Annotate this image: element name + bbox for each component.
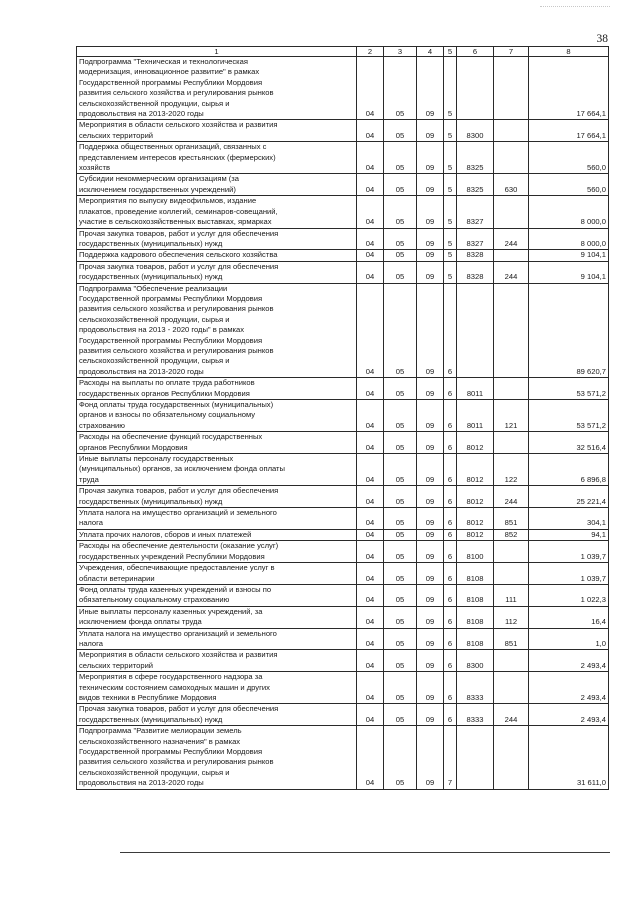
code-cell: 04 bbox=[357, 541, 384, 563]
code-cell: 09 bbox=[417, 486, 444, 508]
code-cell bbox=[457, 57, 494, 120]
code-cell: 05 bbox=[384, 378, 417, 400]
table-row bbox=[77, 250, 609, 261]
row-name-cell: Уплата прочих налогов, сборов и иных платежей bbox=[77, 529, 357, 540]
code-cell bbox=[494, 142, 529, 174]
code-cell: 8333 bbox=[457, 672, 494, 704]
code-cell: 09 bbox=[417, 454, 444, 486]
code-cell: 09 bbox=[417, 650, 444, 672]
table-row bbox=[77, 541, 609, 563]
amount-cell: 17 664,1 bbox=[529, 120, 609, 142]
code-cell: 5 bbox=[444, 228, 457, 250]
table-row bbox=[77, 508, 609, 530]
code-cell: 8100 bbox=[457, 541, 494, 563]
code-cell: 05 bbox=[384, 584, 417, 606]
code-cell: 8011 bbox=[457, 400, 494, 432]
amount-cell: 1 039,7 bbox=[529, 563, 609, 585]
code-cell: 09 bbox=[417, 726, 444, 789]
code-cell: 8011 bbox=[457, 378, 494, 400]
amount-cell: 31 611,0 bbox=[529, 726, 609, 789]
code-cell bbox=[494, 378, 529, 400]
code-cell: 5 bbox=[444, 57, 457, 120]
code-cell: 8012 bbox=[457, 454, 494, 486]
amount-cell: 304,1 bbox=[529, 508, 609, 530]
code-cell: 09 bbox=[417, 584, 444, 606]
code-cell bbox=[494, 563, 529, 585]
code-cell bbox=[494, 196, 529, 228]
code-cell: 05 bbox=[384, 261, 417, 283]
table-row bbox=[77, 672, 609, 704]
code-cell: 04 bbox=[357, 704, 384, 726]
code-cell: 05 bbox=[384, 228, 417, 250]
code-cell: 6 bbox=[444, 672, 457, 704]
code-cell: 05 bbox=[384, 606, 417, 628]
row-name-cell: Иные выплаты персоналу государственных (муниципальных) органов, за исключением фонда оплаты труда bbox=[77, 454, 357, 486]
row-name-cell: Расходы на обеспечение деятельности (оказание услуг) государственных учреждений Республики Мордовия bbox=[77, 541, 357, 563]
code-cell: 04 bbox=[357, 283, 384, 378]
code-cell: 8108 bbox=[457, 563, 494, 585]
table-row bbox=[77, 454, 609, 486]
header-cell: 2 bbox=[357, 47, 384, 57]
row-name-cell: Мероприятия в области сельского хозяйства и развития сельских территорий bbox=[77, 650, 357, 672]
code-cell: 5 bbox=[444, 120, 457, 142]
code-cell: 6 bbox=[444, 606, 457, 628]
table-row bbox=[77, 432, 609, 454]
table-row bbox=[77, 261, 609, 283]
table-row bbox=[77, 57, 609, 120]
code-cell: 04 bbox=[357, 563, 384, 585]
code-cell: 8012 bbox=[457, 529, 494, 540]
table-row bbox=[77, 400, 609, 432]
table-row bbox=[77, 704, 609, 726]
code-cell: 7 bbox=[444, 726, 457, 789]
code-cell: 112 bbox=[494, 606, 529, 628]
amount-cell: 2 493,4 bbox=[529, 704, 609, 726]
code-cell: 6 bbox=[444, 650, 457, 672]
code-cell: 04 bbox=[357, 57, 384, 120]
code-cell: 244 bbox=[494, 228, 529, 250]
code-cell: 09 bbox=[417, 563, 444, 585]
code-cell: 8327 bbox=[457, 196, 494, 228]
amount-cell: 1 039,7 bbox=[529, 541, 609, 563]
code-cell: 09 bbox=[417, 508, 444, 530]
table-row bbox=[77, 142, 609, 174]
code-cell: 05 bbox=[384, 454, 417, 486]
code-cell: 04 bbox=[357, 174, 384, 196]
code-cell: 09 bbox=[417, 672, 444, 704]
code-cell: 05 bbox=[384, 196, 417, 228]
code-cell: 111 bbox=[494, 584, 529, 606]
row-name-cell: Подпрограмма "Развитие мелиорации земель сельскохозяйственного назначения" в рамках Государственной программы Республики Мордовия развития сельского хозяйства и регулирования рынков сельскохозяйственной продукции, сырья и продовольствия на 2013-2020 годы bbox=[77, 726, 357, 789]
code-cell: 05 bbox=[384, 120, 417, 142]
header-cell: 5 bbox=[444, 47, 457, 57]
code-cell: 8108 bbox=[457, 606, 494, 628]
code-cell: 851 bbox=[494, 628, 529, 650]
code-cell: 05 bbox=[384, 650, 417, 672]
table-row bbox=[77, 529, 609, 540]
code-cell bbox=[494, 283, 529, 378]
amount-cell: 2 493,4 bbox=[529, 672, 609, 704]
header-row bbox=[77, 47, 609, 57]
header-cell: 8 bbox=[529, 47, 609, 57]
code-cell bbox=[494, 57, 529, 120]
row-name-cell: Прочая закупка товаров, работ и услуг для обеспечения государственных (муниципальных) нужд bbox=[77, 704, 357, 726]
code-cell: 8300 bbox=[457, 650, 494, 672]
code-cell: 04 bbox=[357, 584, 384, 606]
header-cell: 7 bbox=[494, 47, 529, 57]
code-cell: 244 bbox=[494, 261, 529, 283]
amount-cell: 9 104,1 bbox=[529, 261, 609, 283]
code-cell bbox=[494, 432, 529, 454]
code-cell: 05 bbox=[384, 628, 417, 650]
row-name-cell: Прочая закупка товаров, работ и услуг для обеспечения государственных (муниципальных) нужд bbox=[77, 261, 357, 283]
amount-cell: 8 000,0 bbox=[529, 228, 609, 250]
code-cell: 5 bbox=[444, 142, 457, 174]
code-cell: 05 bbox=[384, 57, 417, 120]
page-number: 38 bbox=[596, 33, 608, 45]
code-cell: 6 bbox=[444, 563, 457, 585]
code-cell: 244 bbox=[494, 704, 529, 726]
code-cell: 09 bbox=[417, 142, 444, 174]
scan-artifact bbox=[540, 6, 610, 9]
code-cell: 04 bbox=[357, 196, 384, 228]
table-row bbox=[77, 726, 609, 789]
row-name-cell: Поддержка общественных организаций, связанных с представлением интересов крестьянских (фермерских) хозяйств bbox=[77, 142, 357, 174]
code-cell: 8327 bbox=[457, 228, 494, 250]
amount-cell: 1,0 bbox=[529, 628, 609, 650]
code-cell: 8333 bbox=[457, 704, 494, 726]
header-cell: 3 bbox=[384, 47, 417, 57]
table-row bbox=[77, 228, 609, 250]
code-cell: 04 bbox=[357, 120, 384, 142]
code-cell: 09 bbox=[417, 228, 444, 250]
code-cell: 05 bbox=[384, 704, 417, 726]
code-cell: 8328 bbox=[457, 250, 494, 261]
code-cell: 09 bbox=[417, 261, 444, 283]
code-cell: 04 bbox=[357, 672, 384, 704]
table-row bbox=[77, 174, 609, 196]
table-row bbox=[77, 563, 609, 585]
amount-cell: 53 571,2 bbox=[529, 378, 609, 400]
code-cell: 09 bbox=[417, 432, 444, 454]
code-cell: 6 bbox=[444, 584, 457, 606]
code-cell: 04 bbox=[357, 486, 384, 508]
header-cell: 6 bbox=[457, 47, 494, 57]
code-cell: 5 bbox=[444, 250, 457, 261]
code-cell: 8108 bbox=[457, 584, 494, 606]
code-cell bbox=[494, 250, 529, 261]
row-name-cell: Прочая закупка товаров, работ и услуг для обеспечения государственных (муниципальных) нужд bbox=[77, 486, 357, 508]
code-cell: 09 bbox=[417, 250, 444, 261]
code-cell: 6 bbox=[444, 283, 457, 378]
amount-cell: 8 000,0 bbox=[529, 196, 609, 228]
code-cell: 6 bbox=[444, 529, 457, 540]
code-cell: 852 bbox=[494, 529, 529, 540]
code-cell: 04 bbox=[357, 261, 384, 283]
amount-cell: 89 620,7 bbox=[529, 283, 609, 378]
row-name-cell: Расходы на выплаты по оплате труда работников государственных органов Республики Мордовия bbox=[77, 378, 357, 400]
amount-cell: 9 104,1 bbox=[529, 250, 609, 261]
code-cell: 05 bbox=[384, 672, 417, 704]
code-cell: 05 bbox=[384, 283, 417, 378]
code-cell: 6 bbox=[444, 378, 457, 400]
code-cell: 09 bbox=[417, 628, 444, 650]
row-name-cell: Расходы на обеспечение функций государственных органов Республики Мордовия bbox=[77, 432, 357, 454]
row-name-cell: Подпрограмма "Техническая и технологическая модернизация, инновационное развитие" в рамках Государственной программы Республики Мордовия развития сельского хозяйства и регулирования рынков сельскохозяйственной продукции, сырья и продовольствия на 2013-2020 годы bbox=[77, 57, 357, 120]
code-cell: 121 bbox=[494, 400, 529, 432]
code-cell: 5 bbox=[444, 196, 457, 228]
code-cell: 8325 bbox=[457, 142, 494, 174]
row-name-cell: Уплата налога на имущество организаций и земельного налога bbox=[77, 628, 357, 650]
code-cell: 244 bbox=[494, 486, 529, 508]
code-cell: 09 bbox=[417, 529, 444, 540]
code-cell: 04 bbox=[357, 650, 384, 672]
amount-cell: 32 516,4 bbox=[529, 432, 609, 454]
code-cell: 04 bbox=[357, 726, 384, 789]
row-name-cell: Мероприятия в сфере государственного надзора за техническим состоянием самоходных машин и других видов техники в Республике Мордовия bbox=[77, 672, 357, 704]
code-cell: 05 bbox=[384, 726, 417, 789]
table-body bbox=[77, 57, 609, 790]
amount-cell: 1 022,3 bbox=[529, 584, 609, 606]
amount-cell: 53 571,2 bbox=[529, 400, 609, 432]
code-cell: 04 bbox=[357, 508, 384, 530]
header-cell: 4 bbox=[417, 47, 444, 57]
code-cell bbox=[494, 672, 529, 704]
code-cell: 5 bbox=[444, 261, 457, 283]
row-name-cell: Уплата налога на имущество организаций и земельного налога bbox=[77, 508, 357, 530]
code-cell: 09 bbox=[417, 541, 444, 563]
bottom-rule bbox=[120, 852, 610, 853]
code-cell: 04 bbox=[357, 228, 384, 250]
code-cell: 09 bbox=[417, 606, 444, 628]
code-cell: 04 bbox=[357, 606, 384, 628]
row-name-cell: Фонд оплаты труда государственных (муниципальных) органов и взносы по обязательному социальному страхованию bbox=[77, 400, 357, 432]
code-cell: 8108 bbox=[457, 628, 494, 650]
code-cell: 6 bbox=[444, 486, 457, 508]
code-cell: 6 bbox=[444, 704, 457, 726]
code-cell bbox=[494, 650, 529, 672]
table-row bbox=[77, 283, 609, 378]
code-cell: 09 bbox=[417, 174, 444, 196]
table-row bbox=[77, 628, 609, 650]
table-row bbox=[77, 378, 609, 400]
code-cell: 6 bbox=[444, 454, 457, 486]
table-row bbox=[77, 650, 609, 672]
row-name-cell: Учреждения, обеспечивающие предоставление услуг в области ветеринарии bbox=[77, 563, 357, 585]
code-cell: 04 bbox=[357, 250, 384, 261]
amount-cell: 25 221,4 bbox=[529, 486, 609, 508]
code-cell: 09 bbox=[417, 704, 444, 726]
code-cell: 6 bbox=[444, 432, 457, 454]
code-cell: 04 bbox=[357, 378, 384, 400]
code-cell: 09 bbox=[417, 120, 444, 142]
code-cell: 8012 bbox=[457, 508, 494, 530]
code-cell: 05 bbox=[384, 541, 417, 563]
code-cell: 851 bbox=[494, 508, 529, 530]
code-cell: 05 bbox=[384, 432, 417, 454]
row-name-cell: Подпрограмма "Обеспечение реализации Государственной программы Республики Мордовия развития сельского хозяйства и регулирования рынков сельскохозяйственной продукции, сырья и продовольствия на 2013 - 2020 годы" в рамках Государственной программы Республики Мордовия развития сельского хозяйства и регулирования рынков сельскохозяйственной продукции, сырья и продовольствия на 2013-2020 годы bbox=[77, 283, 357, 378]
table-row bbox=[77, 486, 609, 508]
code-cell: 630 bbox=[494, 174, 529, 196]
code-cell: 05 bbox=[384, 174, 417, 196]
table-row bbox=[77, 120, 609, 142]
code-cell: 6 bbox=[444, 628, 457, 650]
code-cell bbox=[494, 541, 529, 563]
budget-table bbox=[76, 46, 609, 790]
amount-cell: 560,0 bbox=[529, 174, 609, 196]
code-cell: 04 bbox=[357, 400, 384, 432]
code-cell bbox=[494, 120, 529, 142]
table-row bbox=[77, 606, 609, 628]
code-cell bbox=[457, 283, 494, 378]
code-cell: 6 bbox=[444, 541, 457, 563]
amount-cell: 17 664,1 bbox=[529, 57, 609, 120]
code-cell: 6 bbox=[444, 508, 457, 530]
code-cell: 09 bbox=[417, 196, 444, 228]
code-cell: 122 bbox=[494, 454, 529, 486]
amount-cell: 560,0 bbox=[529, 142, 609, 174]
code-cell: 04 bbox=[357, 142, 384, 174]
code-cell: 05 bbox=[384, 486, 417, 508]
row-name-cell: Прочая закупка товаров, работ и услуг для обеспечения государственных (муниципальных) нужд bbox=[77, 228, 357, 250]
code-cell: 05 bbox=[384, 529, 417, 540]
amount-cell: 16,4 bbox=[529, 606, 609, 628]
code-cell: 05 bbox=[384, 508, 417, 530]
code-cell: 09 bbox=[417, 283, 444, 378]
row-name-cell: Фонд оплаты труда казенных учреждений и взносы по обязательному социальному страхованию bbox=[77, 584, 357, 606]
code-cell: 09 bbox=[417, 378, 444, 400]
code-cell: 04 bbox=[357, 529, 384, 540]
code-cell: 8012 bbox=[457, 432, 494, 454]
code-cell: 09 bbox=[417, 400, 444, 432]
table-row bbox=[77, 584, 609, 606]
code-cell: 04 bbox=[357, 628, 384, 650]
code-cell: 04 bbox=[357, 454, 384, 486]
code-cell: 8325 bbox=[457, 174, 494, 196]
amount-cell: 94,1 bbox=[529, 529, 609, 540]
code-cell: 05 bbox=[384, 250, 417, 261]
code-cell: 05 bbox=[384, 400, 417, 432]
row-name-cell: Мероприятия по выпуску видеофильмов, издание плакатов, проведение коллегий, семинаров-совещаний, участие в сельскохозяйственных выставках, ярмарках bbox=[77, 196, 357, 228]
code-cell: 8328 bbox=[457, 261, 494, 283]
amount-cell: 6 896,8 bbox=[529, 454, 609, 486]
code-cell bbox=[457, 726, 494, 789]
code-cell: 8012 bbox=[457, 486, 494, 508]
code-cell: 8300 bbox=[457, 120, 494, 142]
row-name-cell: Субсидии некоммерческим организациям (за исключением государственных учреждений) bbox=[77, 174, 357, 196]
code-cell: 6 bbox=[444, 400, 457, 432]
code-cell: 05 bbox=[384, 142, 417, 174]
amount-cell: 2 493,4 bbox=[529, 650, 609, 672]
code-cell: 04 bbox=[357, 432, 384, 454]
code-cell bbox=[494, 726, 529, 789]
code-cell: 09 bbox=[417, 57, 444, 120]
code-cell: 05 bbox=[384, 563, 417, 585]
header-cell: 1 bbox=[77, 47, 357, 57]
row-name-cell: Поддержка кадрового обеспечения сельского хозяйства bbox=[77, 250, 357, 261]
table-row bbox=[77, 196, 609, 228]
code-cell: 5 bbox=[444, 174, 457, 196]
row-name-cell: Мероприятия в области сельского хозяйства и развития сельских территорий bbox=[77, 120, 357, 142]
row-name-cell: Иные выплаты персоналу казенных учреждений, за исключением фонда оплаты труда bbox=[77, 606, 357, 628]
